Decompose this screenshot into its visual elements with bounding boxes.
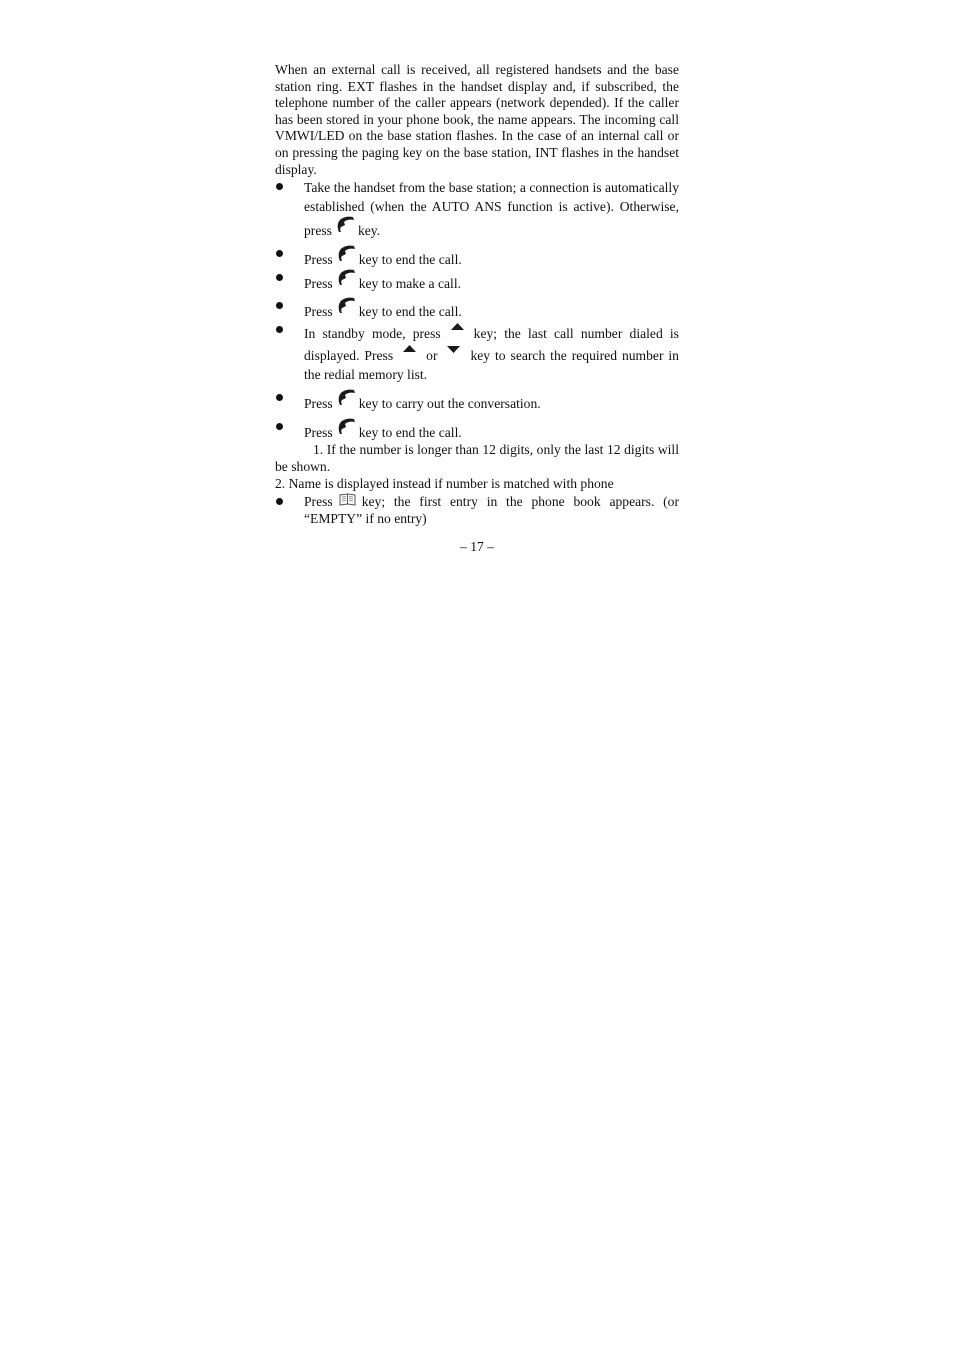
list-item: [275, 321, 679, 384]
redial-note-1: 1. If the number is longer than 12 digits, only the last 12 digits will be shown.: [275, 442, 679, 474]
answer-item1-suffix: key.: [357, 223, 381, 239]
redial-item1-part4: key to search the required number in the redial memory list.: [304, 347, 679, 382]
phonebook-item1-suffix: key; the first entry in the phone book appears. (or “EMPTY” if no entry): [304, 493, 679, 526]
bullet-icon: [276, 302, 283, 309]
handset-icon: [336, 216, 355, 234]
answer-item1-text: Take the handset from the base station; a connection is automatically established (when the AUTO ANS function is active). Otherwise, press: [304, 180, 679, 239]
redial-item3-prefix: Press: [304, 424, 333, 440]
bullet-icon: [276, 498, 283, 505]
phonebook-list: [275, 493, 679, 527]
intro-paragraph: When an external call is received, all registered handsets and the base station ring. EXT flashes in the handset display and, if subscribed, the telephone number of the caller appears (network depended). If the caller has been stored in your phone book, the name appears. The incoming call VMWI/LED on the base station flashes. In the case of an internal call or on pressing the paging key on the base station, INT flashes in the handset display.: [275, 62, 679, 177]
bullet-icon: [276, 394, 283, 401]
bullet-icon: [276, 326, 283, 333]
redial-item3-suffix: key to end the call.: [358, 424, 462, 440]
up-arrow-icon: [401, 343, 418, 355]
answer-item2-prefix: Press: [304, 252, 333, 268]
handset-icon: [337, 389, 356, 407]
bullet-icon: [276, 423, 283, 430]
redial-item1-part3: or: [426, 347, 438, 363]
redial-item2-suffix: key to carry out the conversation.: [358, 395, 541, 411]
up-arrow-icon: [449, 321, 466, 333]
handset-icon: [337, 418, 356, 436]
handset-icon: [337, 245, 356, 263]
redial-list: [275, 321, 679, 441]
phonebook-item1-prefix: Press: [304, 493, 333, 509]
handset-icon: [337, 297, 356, 315]
make-call-list: [275, 269, 679, 321]
list-item: [275, 245, 679, 269]
bullet-icon: [276, 274, 283, 281]
list-item: [275, 418, 679, 442]
redial-item1-part1: In standby mode, press: [304, 325, 441, 341]
list-item: [275, 269, 679, 293]
make-item1-suffix: key to make a call.: [358, 275, 461, 291]
page-number: – 17 –: [460, 539, 494, 555]
redial-note-2: 2. Name is displayed instead if number is matched with phone: [275, 476, 614, 492]
manual-page: [275, 62, 679, 556]
list-item: [275, 178, 679, 240]
answer-item2-suffix: key to end the call.: [358, 252, 462, 268]
handset-icon: [337, 269, 356, 287]
list-item: [275, 493, 679, 527]
down-arrow-icon: [445, 343, 462, 355]
make-item2-suffix: key to end the call.: [358, 304, 462, 320]
bullet-icon: [276, 250, 283, 257]
list-item: [275, 389, 679, 413]
bullet-icon: [276, 183, 283, 190]
list-item: [275, 297, 679, 321]
answer-call-list: [275, 178, 679, 269]
redial-item1-part2: key; the last call number dialed is displayed. Press: [304, 325, 679, 363]
make-item1-prefix: Press: [304, 275, 333, 291]
phonebook-icon: [339, 493, 356, 506]
make-item2-prefix: Press: [304, 304, 333, 320]
redial-item2-prefix: Press: [304, 395, 333, 411]
